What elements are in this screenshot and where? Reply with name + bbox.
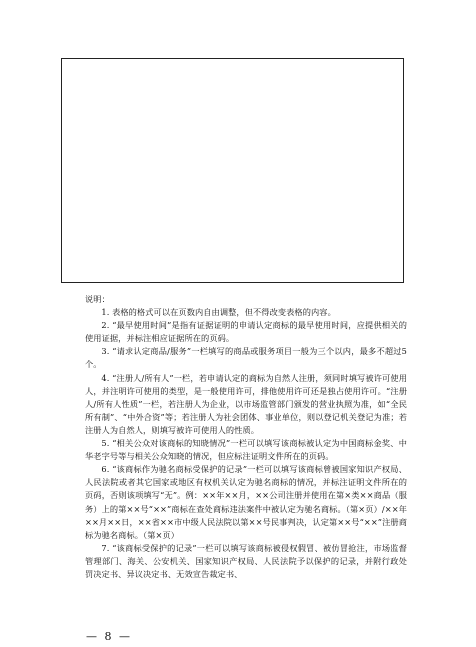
- note-item-1: 1. 表格的格式可以在页数内自由调整，但不得改变表格的内容。: [101, 307, 336, 318]
- note-item-7: 7. “该商标受保护的记录”一栏可以填写该商标被侵权假冒、被仿冒抢注，市场监督管理部门、海关、公安机关、国家知识产权局、人民法院予以保护的记录，并附行政处罚决定书、异议决定书、无效宣告裁定书、: [85, 542, 407, 579]
- note-item-2: 2. “最早使用时间”是指有证据证明的申请认定商标的最早使用时间，应提供相关的使用证据，并标注相应证据所在的页码。: [85, 320, 407, 344]
- note-item-4: 4. “注册人/所有人”一栏，若申请认定的商标为自然人注册，须同时填写被许可使用人，并注明许可使用的类型，是一般使用许可，排他使用许可还是独占使用许可。“注册人/所有人性质”一栏，若注册人为企业，以市场监管部门颁发的营业执照为准，如“全民所有制”、“中外合资”等；若注册人为社会团体、事业单位，则以登记机关登记为准；若注册人为自然人，则填写被许可使用人的性质。: [85, 372, 407, 435]
- note-item-3: 3. “请求认定商品/服务”一栏填写的商品或服务项目一般为三个以内，最多不超过5个。: [85, 346, 407, 370]
- note-item-6: 6. “该商标作为驰名商标受保护的记录”一栏可以填写该商标曾被国家知识产权局、人民法院或者其它国家或地区有权机关认定为驰名商标的情况，并标注证明文件所在的页码，否则该项填写“无”。例：××年××月，××公司注册并使用在第×类××商品（服务）上的第××号“××”商标在查处商标违法案件中被认定为驰名商标。（第×页）/××年××月××日，××省××市中级人民法院以第××号民事判决，认定第××号“××”注册商标为驰名商标。（第×页）: [85, 464, 407, 540]
- page-number: — 8 —: [86, 630, 132, 643]
- note-item-5: 5. “相关公众对该商标的知晓情况”一栏可以填写该商标被认定为中国商标金奖、中华老字号等与相关公众知晓的情况，但应标注证明文件所在的页码。: [85, 438, 407, 462]
- notes-section: [85, 293, 407, 581]
- notes-heading: 说明：: [85, 294, 110, 304]
- form-table-frame: [61, 58, 404, 283]
